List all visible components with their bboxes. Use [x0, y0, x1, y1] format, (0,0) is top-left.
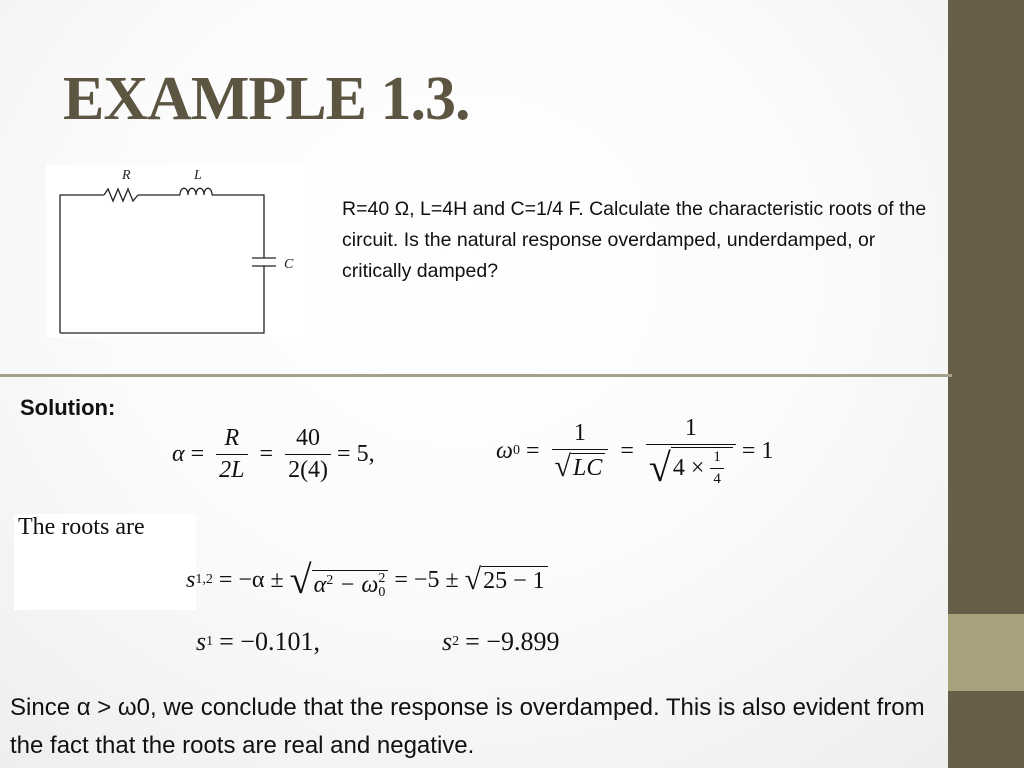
label-l: L [194, 168, 202, 183]
numerator: 1 [713, 448, 721, 465]
label-r: R [122, 168, 131, 183]
circuit-svg [46, 165, 304, 337]
s2-value [442, 622, 565, 662]
square-root: √ 4 × $\frac{1}{4}$ [649, 447, 733, 488]
denominator [552, 449, 609, 483]
radicand [312, 570, 389, 600]
omega-equation [496, 406, 773, 496]
square-root-alpha-omega: √ $\alpha^2 - \omega$ 2 0 [290, 560, 389, 600]
roots-part-2: = −5 ± [394, 566, 459, 593]
omega-symbol: ω [496, 437, 513, 464]
alpha-symbol: α [172, 440, 185, 467]
denominator [646, 444, 736, 488]
denominator: 2L [216, 454, 247, 484]
radicand: 25 − 1 [481, 566, 548, 595]
fraction-quarter [710, 449, 724, 488]
conclusion-text: Since α > ω0, we conclude that the response is overdamped. This is also evident from the fact that the roots are real and negative. [10, 694, 925, 759]
solution-label: Solution: [20, 395, 116, 420]
denominator: 4 [710, 468, 724, 488]
equals-sign: = [525, 437, 540, 464]
numerator: 1 [573, 419, 586, 446]
alpha-result: = 5, [337, 440, 375, 467]
resistor [104, 189, 138, 201]
numerator: 40 [296, 424, 321, 451]
fraction-1-over-sqrt-lc [552, 420, 609, 483]
alpha-equation [172, 414, 375, 494]
slide-title: EXAMPLE 1.3. [63, 65, 470, 133]
subscript: 0 [378, 585, 386, 600]
square-root-25-1: √ 25 − 1 [465, 565, 548, 595]
s2-result: = −9.899 [465, 627, 560, 656]
denominator: 2(4) [285, 454, 331, 484]
numerator: R [224, 424, 240, 451]
omega-subscript: 0 [512, 443, 520, 458]
equals-sign: = [259, 440, 274, 467]
label-c: C [284, 257, 294, 272]
problem-statement: R=40 Ω, L=4H and C=1/4 F. Calculate the characteristic roots of the circuit. Is the natural response overdamped, underdamped, or critically damped? [342, 198, 927, 282]
square-root: √ LC [555, 452, 606, 482]
s-subscript: 2 [452, 634, 460, 649]
s-subscript: 1 [206, 634, 214, 649]
radicand-four-times: 4 × [672, 454, 705, 481]
radicand [671, 447, 733, 488]
s-symbol: s [442, 627, 453, 656]
s1-value [196, 622, 326, 662]
minus-omega: − ω [333, 571, 379, 598]
fraction-r-over-2l [216, 425, 247, 484]
circuit-diagram [46, 165, 304, 337]
bottom-wire [60, 266, 264, 333]
alpha-symbol: α [313, 571, 327, 598]
superscript: 2 [378, 571, 386, 586]
roots-intro: The roots are [18, 514, 145, 540]
left-wire [60, 195, 104, 333]
s-symbol: s [186, 566, 196, 593]
right-wire-top [212, 195, 264, 258]
s-symbol: s [196, 627, 207, 656]
radicand: LC [571, 453, 605, 482]
inductor [180, 188, 212, 195]
sup-sub-stack [378, 572, 385, 600]
fraction-1-over-sqrt-4-quarter [646, 415, 736, 488]
s1-result: = −0.101, [219, 627, 320, 656]
equals-sign: = [190, 440, 205, 467]
numerator: 1 [684, 414, 697, 441]
side-accent-block [948, 614, 1024, 691]
section-divider [0, 374, 952, 377]
equals-sign: = [620, 437, 634, 464]
roots-equation [186, 550, 548, 610]
superscript: 2 [326, 572, 334, 588]
omega-result: = 1 [741, 437, 774, 464]
roots-part-1: = −α ± [218, 566, 284, 593]
s-subscript: 1,2 [195, 572, 213, 587]
fraction-40-over-2-4 [285, 425, 331, 484]
